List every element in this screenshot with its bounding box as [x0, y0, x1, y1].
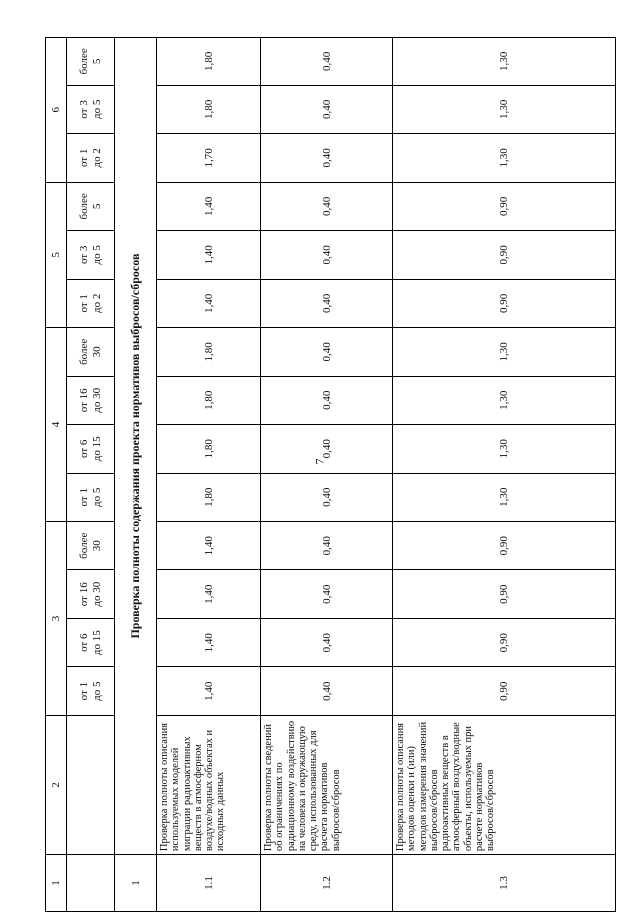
header-group-4: 4	[46, 328, 67, 522]
value-cell: 1,30	[393, 134, 616, 182]
value-cell: 1,40	[157, 667, 261, 715]
value-cell: 0,90	[393, 570, 616, 618]
range-header: от 16 до 30	[67, 570, 115, 618]
value-cell: 1,40	[157, 618, 261, 666]
value-cell: 0,90	[393, 231, 616, 279]
value-cell: 0,40	[261, 279, 393, 327]
range-header: от 6 до 15	[67, 618, 115, 666]
row-description: Проверка полноты описания методов оценки и (или) методов измерения значений выбросов/сбросов радиоактивных веществ в атмосферный воздух/водные объекты, используемых при расчете нормативов выбросов/сбросов	[393, 715, 616, 854]
value-cell: 1,80	[157, 425, 261, 473]
value-cell: 1,40	[157, 279, 261, 327]
value-cell: 1,40	[157, 522, 261, 570]
section-title: Проверка полноты содержания проекта нормативов выбросов/сбросов	[115, 38, 157, 855]
value-cell: 0,40	[261, 231, 393, 279]
value-cell: 1,80	[157, 473, 261, 521]
table-row	[157, 38, 261, 912]
page-number: 7	[312, 458, 327, 465]
header-group-5: 5	[46, 182, 67, 327]
value-cell: 0,90	[393, 618, 616, 666]
value-cell: 1,30	[393, 328, 616, 376]
value-cell: 0,40	[261, 425, 393, 473]
row-number: 1.3	[393, 855, 616, 912]
range-header: более 30	[67, 522, 115, 570]
range-header: от 3 до 5	[67, 231, 115, 279]
value-cell: 1,80	[157, 328, 261, 376]
row-number: 1.2	[261, 855, 393, 912]
value-cell: 1,80	[157, 38, 261, 86]
range-header: от 3 до 5	[67, 85, 115, 133]
value-cell: 0,40	[261, 667, 393, 715]
header-col-2: 2	[46, 715, 67, 854]
value-cell: 1,40	[157, 570, 261, 618]
range-header: от 1 до 2	[67, 134, 115, 182]
range-header: более 30	[67, 328, 115, 376]
header-blank-cell	[67, 715, 115, 854]
row-description: Проверка полноты описания используемых моделей миграции радиоактивных веществ в атмосферном воздухе/водных объектах и исходных данных	[157, 715, 261, 854]
value-cell: 0,90	[393, 182, 616, 231]
norms-table	[45, 37, 616, 912]
range-header: более 5	[67, 182, 115, 231]
value-cell: 0,40	[261, 376, 393, 424]
row-description: Проверка полноты сведений об ограничениях по радиационному воздействию на человека и окружающую среду, использованных для расчета нормативов выбросов/сбросов	[261, 715, 393, 854]
value-cell: 0,40	[261, 522, 393, 570]
table-row	[393, 38, 616, 912]
value-cell: 1,30	[393, 425, 616, 473]
range-header: от 1 до 2	[67, 279, 115, 327]
header-col-1: 1	[46, 855, 67, 912]
value-cell: 0,40	[261, 134, 393, 182]
table-row	[261, 38, 393, 912]
header-blank-cell	[67, 855, 115, 912]
rotated-table-container	[45, 37, 615, 912]
value-cell: 0,40	[261, 473, 393, 521]
value-cell: 0,40	[261, 618, 393, 666]
value-cell: 0,40	[261, 328, 393, 376]
value-cell: 0,40	[261, 85, 393, 133]
row-number: 1.1	[157, 855, 261, 912]
range-header: более 5	[67, 38, 115, 86]
value-cell: 1,80	[157, 376, 261, 424]
value-cell: 1,70	[157, 134, 261, 182]
header-group-6: 6	[46, 38, 67, 183]
range-header: от 6 до 15	[67, 425, 115, 473]
value-cell: 1,80	[157, 85, 261, 133]
value-cell: 1,30	[393, 473, 616, 521]
value-cell: 0,40	[261, 38, 393, 86]
value-cell: 0,90	[393, 279, 616, 327]
range-header: от 1 до 5	[67, 667, 115, 715]
section-number: 1	[115, 855, 157, 912]
range-header: от 16 до 30	[67, 376, 115, 424]
value-cell: 0,40	[261, 570, 393, 618]
value-cell: 1,40	[157, 231, 261, 279]
value-cell: 1,30	[393, 376, 616, 424]
value-cell: 1,30	[393, 38, 616, 86]
value-cell: 0,40	[261, 182, 393, 231]
value-cell: 0,90	[393, 522, 616, 570]
header-group-3: 3	[46, 522, 67, 716]
value-cell: 1,30	[393, 85, 616, 133]
value-cell: 0,90	[393, 667, 616, 715]
range-header: от 1 до 5	[67, 473, 115, 521]
value-cell: 1,40	[157, 182, 261, 231]
